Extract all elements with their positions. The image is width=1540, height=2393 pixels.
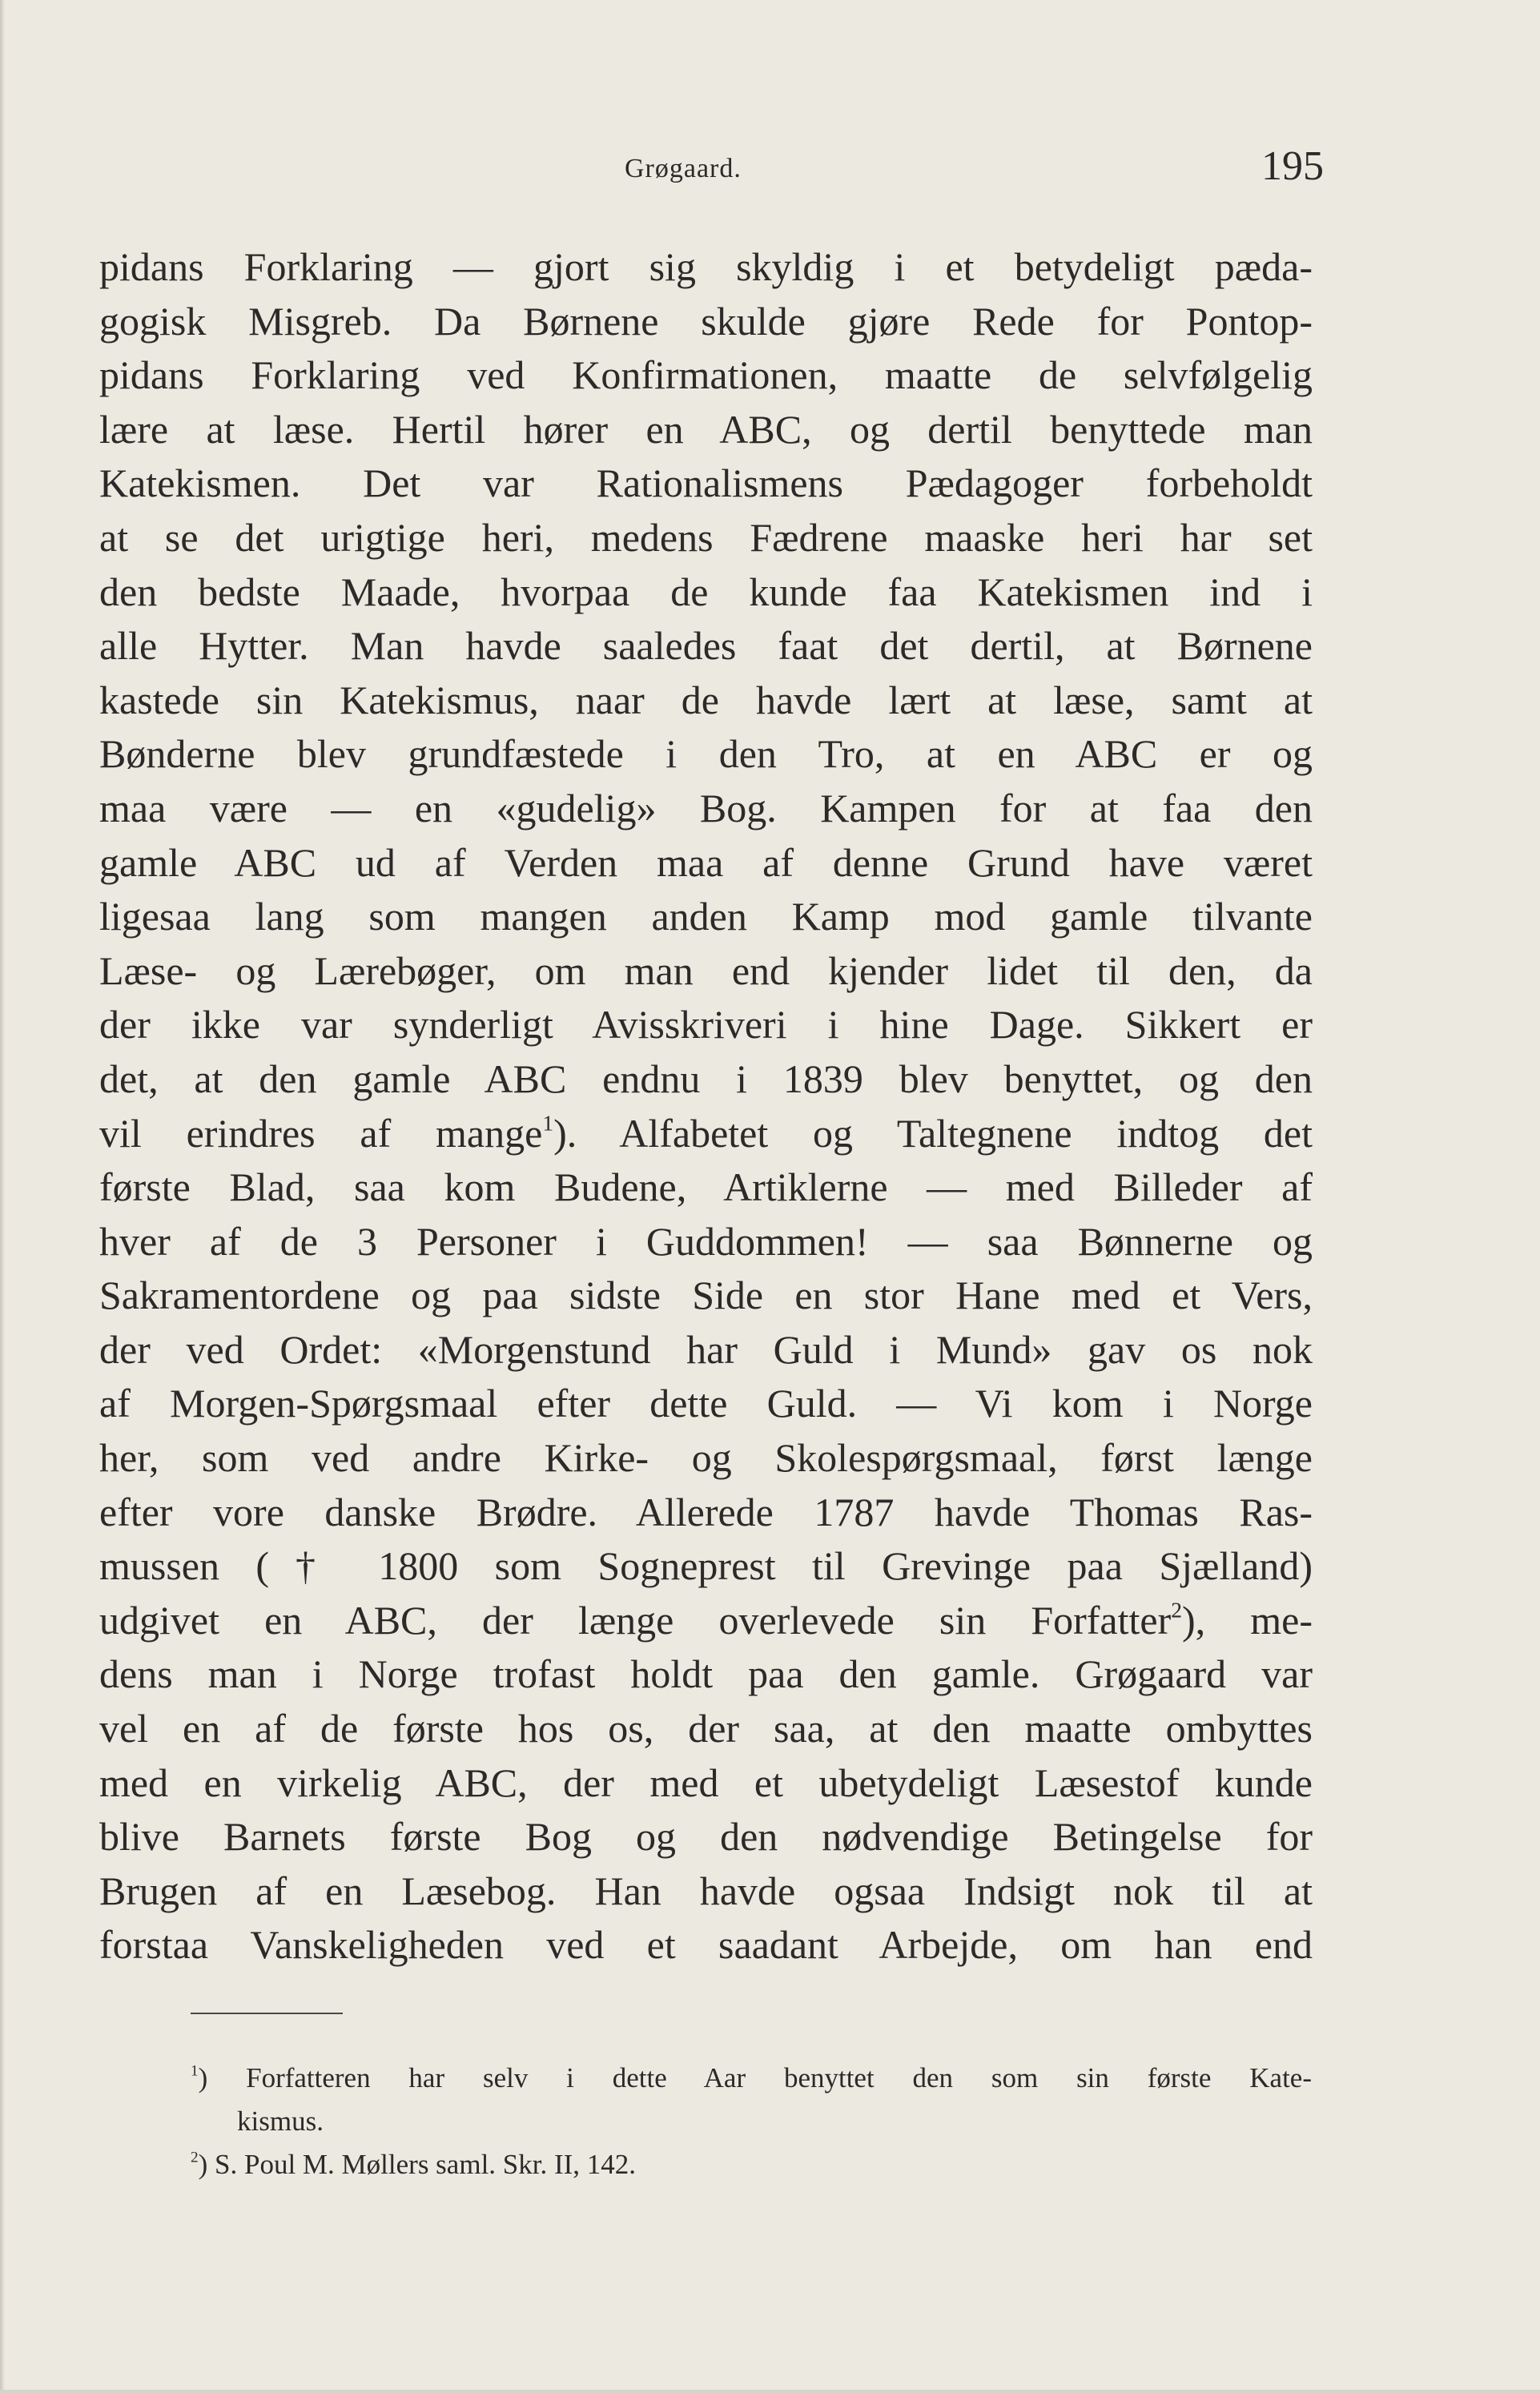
text-line: der ikke var synderligt Avisskriveri i hine Dage. Sikkert er (99, 1002, 1313, 1048)
text-line: Katekismen. Det var Rationalismens Pædagoger forbeholdt (99, 461, 1313, 506)
text-line: Bønderne blev grundfæstede i den Tro, at en ABC er og (99, 731, 1313, 777)
text-line: Brugen af en Læsebog. Han havde ogsaa Indsigt nok til at (99, 1868, 1313, 1913)
text-line: maa være — en «gudelig» Bog. Kampen for at faa den (99, 785, 1313, 831)
text-line: det, at den gamle ABC endnu i 1839 blev benyttet, og den (99, 1056, 1313, 1101)
text-fragment: udgivet en ABC, der længe overlevede sin Forfatter (99, 1597, 1172, 1643)
footnote-1-continuation: kismus. (237, 2105, 324, 2137)
footnote-2 (191, 2143, 1312, 2186)
text-line: mussen († 1800 som Sogneprest til Grevinge paa Sjælland) (99, 1543, 1313, 1589)
text-line: her, som ved andre Kirke- og Skolespørgsmaal, først længe (99, 1435, 1313, 1481)
page-bottom-edge (0, 2390, 1540, 2393)
text-fragment: ), me- (1182, 1597, 1313, 1643)
text-line: af Morgen-Spørgsmaal efter dette Guld. — Vi kom i Norge (99, 1381, 1313, 1426)
text-line: gogisk Misgreb. Da Børnene skulde gjøre Rede for Pontop- (99, 298, 1313, 344)
page-number: 195 (1261, 143, 1324, 189)
footnote-reference: 1 (542, 1109, 554, 1135)
text-line: lære at læse. Hertil hører en ABC, og dertil benyttede man (99, 406, 1313, 452)
text-fragment: vil erindres af mange (99, 1110, 543, 1156)
text-line: Læse- og Lærebøger, om man end kjender lidet til den, da (99, 947, 1313, 993)
text-line: ligesaa lang som mangen anden Kamp mod gamle tilvante (99, 894, 1313, 939)
text-line: forstaa Vanskeligheden ved et saadant Arbejde, om han end (99, 1922, 1313, 1968)
body-text (99, 240, 1313, 1973)
text-line: dens man i Norge trofast holdt paa den gamle. Grøgaard var (99, 1651, 1313, 1697)
text-line: efter vore danske Brødre. Allerede 1787 havde Thomas Ras- (99, 1489, 1313, 1534)
text-line: pidans Forklaring ved Konfirmationen, maatte de selvfølgelig (99, 352, 1313, 398)
text-line: der ved Ordet: «Morgenstund har Guld i Mund» gav os nok (99, 1326, 1313, 1372)
footnote-1 (191, 2057, 1312, 2100)
text-line: gamle ABC ud af Verden maa af denne Grund have været (99, 839, 1313, 885)
text-line: pidans Forklaring — gjort sig skyldig i et betydeligt pæda- (99, 244, 1313, 289)
text-line-with-note-ref (99, 1107, 1313, 1161)
text-line: den bedste Maade, hvorpaa de kunde faa Katekismen ind i (99, 569, 1313, 614)
text-line-with-note-ref (99, 1594, 1313, 1648)
footnote-marker: 1 (191, 2062, 199, 2080)
text-line: med en virkelig ABC, der med et ubetydeligt Læsestof kunde (99, 1760, 1313, 1805)
footnote-text: ) Forfatteren har selv i dette Aar benyttet den som sin første Kate- (198, 2062, 1312, 2093)
text-fragment: ). Alfabetet og Taltegnene indtog det (553, 1110, 1313, 1156)
footnote-reference: 2 (1171, 1597, 1183, 1623)
text-line: hver af de 3 Personer i Guddommen! — saa Bønnerne og (99, 1218, 1313, 1264)
text-line: kastede sin Katekismus, naar de havde lært at læse, samt at (99, 677, 1313, 722)
text-line: vel en af de første hos os, der saa, at den maatte ombyttes (99, 1706, 1313, 1752)
text-line: første Blad, saa kom Budene, Artiklerne — med Billeder af (99, 1164, 1313, 1210)
page-binding-edge (0, 0, 5, 2393)
footnote-marker: 2 (191, 2149, 199, 2166)
footnote-text: ) S. Poul M. Møllers saml. Skr. II, 142. (198, 2149, 637, 2180)
text-line: at se det urigtige heri, medens Fædrene maaske heri har set (99, 514, 1313, 560)
running-head: Grøgaard. (625, 154, 742, 183)
footnote-rule (191, 2013, 343, 2014)
text-line: Sakramentordene og paa sidste Side en stor Hane med et Vers, (99, 1273, 1313, 1318)
footnotes (191, 2057, 1312, 2186)
text-line: blive Barnets første Bog og den nødvendige Betingelse for (99, 1814, 1313, 1860)
text-line: alle Hytter. Man havde saaledes faat det dertil, at Børnene (99, 623, 1313, 669)
